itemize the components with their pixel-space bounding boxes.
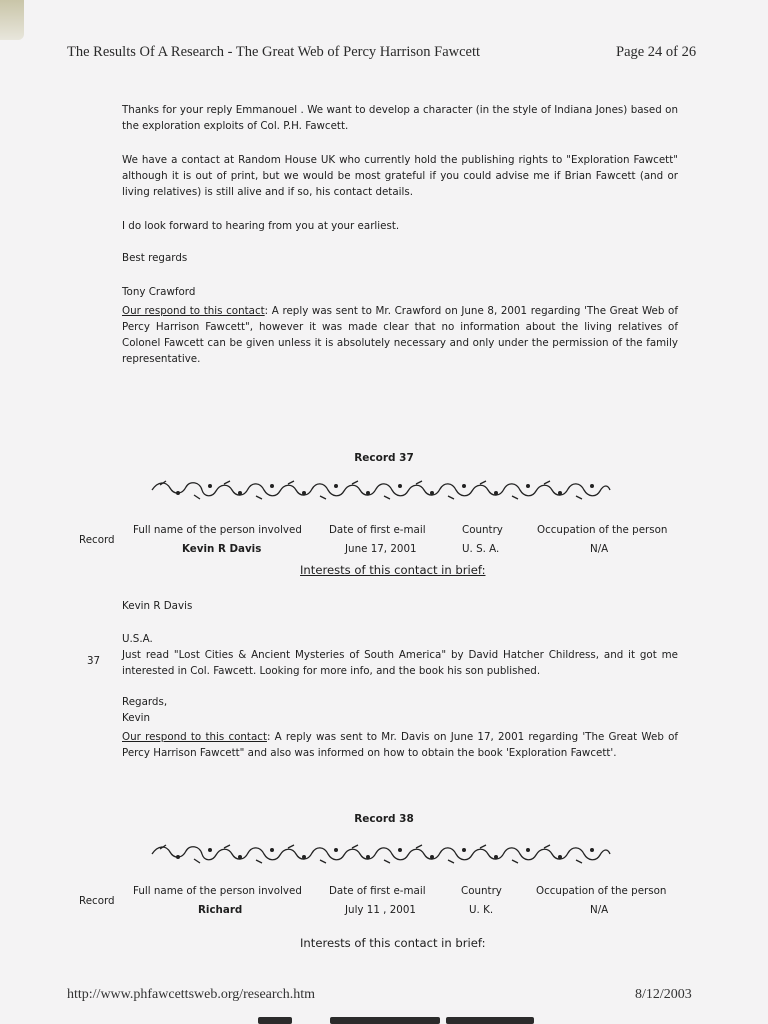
record-label: Record xyxy=(79,534,115,546)
record-37-title: Record 37 xyxy=(354,452,414,464)
record-37-country: U. S. A. xyxy=(462,543,500,555)
col-header-name: Full name of the person involved xyxy=(133,524,302,536)
col-header-occupation: Occupation of the person xyxy=(537,524,668,536)
respond-label: Our respond to this contact xyxy=(122,305,265,317)
ornamental-divider xyxy=(150,479,612,501)
interests-heading: Interests of this contact in brief: xyxy=(300,563,486,577)
page-header-title: The Results Of A Research - The Great Web of Percy Harrison Fawcett xyxy=(67,44,481,60)
record-37-regards: Regards, xyxy=(122,696,168,708)
record-38-name: Richard xyxy=(198,904,243,916)
col-header-occupation: Occupation of the person xyxy=(536,885,667,897)
record-38-date: July 11 , 2001 xyxy=(345,904,416,916)
respond-note-davis xyxy=(122,729,678,761)
record-38-occupation: N/A xyxy=(590,904,609,916)
record-37-line-country: U.S.A. xyxy=(122,633,153,645)
scan-edge-mark xyxy=(330,1017,440,1024)
record-label: Record xyxy=(79,895,115,907)
footer-date: 8/12/2003 xyxy=(635,987,692,1002)
record-38-country: U. K. xyxy=(469,904,494,916)
respond-text: : A reply was sent to Mr. Davis on June 17, 2001 regarding 'The Great Web of Percy Harrison Fawcett" and also was informed on how to obtain the book 'Exploration Fawcett'. xyxy=(122,731,678,759)
record-37-signoff: Kevin xyxy=(122,712,151,724)
record-37-name: Kevin R Davis xyxy=(182,543,262,555)
scan-edge-mark xyxy=(446,1017,534,1024)
record-37-number: 37 xyxy=(87,655,101,667)
record-37-line-name: Kevin R Davis xyxy=(122,600,193,612)
page-number: Page 24 of 26 xyxy=(616,44,697,60)
record-37-date: June 17, 2001 xyxy=(345,543,417,555)
ornamental-divider xyxy=(150,843,612,865)
letter-signature: Tony Crawford xyxy=(122,286,196,298)
respond-label: Our respond to this contact xyxy=(122,731,267,743)
letter-paragraph-3: I do look forward to hearing from you at your earliest. xyxy=(122,220,400,232)
scan-corner-mark xyxy=(0,0,24,40)
col-header-date: Date of first e-mail xyxy=(329,524,426,536)
col-header-name: Full name of the person involved xyxy=(133,885,302,897)
col-header-date: Date of first e-mail xyxy=(329,885,426,897)
record-37-occupation: N/A xyxy=(590,543,609,555)
record-37-message: Just read "Lost Cities & Ancient Mysteries of South America" by David Hatcher Childress, and it got me interested in Col. Fawcett. Looking for more info, and the book his son published. xyxy=(122,649,678,677)
respond-text: : A reply was sent to Mr. Crawford on June 8, 2001 regarding 'The Great Web of Percy Harrison Fawcett", however it was made clear that no information about the living relatives of Colonel Fawcett can be given unless it is absolutely necessary and only under the permission of the family representative. xyxy=(122,305,678,365)
letter-closing: Best regards xyxy=(122,252,188,264)
letter-paragraph-1: Thanks for your reply Emmanouel . We want to develop a character (in the style of Indiana Jones) based on the exploration exploits of Col. P.H. Fawcett. xyxy=(122,104,678,132)
scan-edge-mark xyxy=(258,1017,292,1024)
interests-heading: Interests of this contact in brief: xyxy=(300,936,486,950)
footer-url: http://www.phfawcettsweb.org/research.htm xyxy=(67,987,316,1002)
record-38-title: Record 38 xyxy=(354,813,414,825)
respond-note-crawford xyxy=(122,303,678,367)
letter-paragraph-2: We have a contact at Random House UK who currently hold the publishing rights to "Exploration Fawcett" although it is out of print, but we would be most grateful if you could advise me if Brian Fawcett (and or living relatives) is still alive and if so, his contact details. xyxy=(122,154,678,198)
col-header-country: Country xyxy=(462,524,503,536)
col-header-country: Country xyxy=(461,885,502,897)
